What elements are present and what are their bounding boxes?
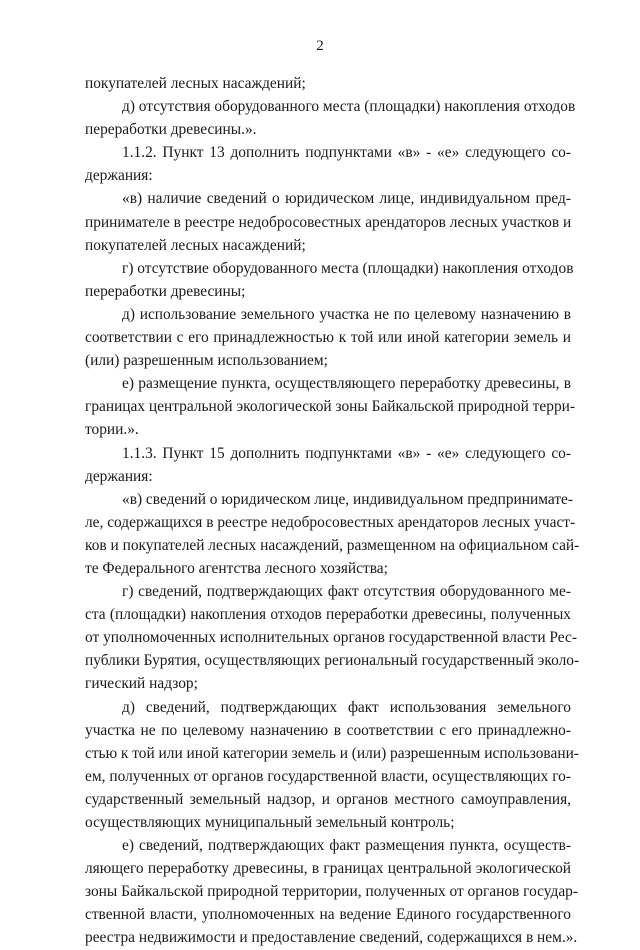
text-line: сударственный земельный надзор, и органов местного самоуправления,: [85, 790, 571, 808]
text-line: гический надзор;: [85, 675, 198, 693]
text-line: держания:: [85, 467, 153, 485]
text-line: «в) наличие сведений о юридическом лице, индивидуальном пред-: [122, 190, 571, 208]
text-line: ем, полученных от органов государственной власти, осуществляющих го-: [85, 767, 571, 785]
text-line: г) сведений, подтверждающих факт отсутствия оборудованного ме-: [122, 583, 571, 601]
text-line: тории.».: [85, 421, 139, 439]
text-line: покупателей лесных насаждений;: [85, 236, 306, 254]
text-line: (или) разрешенным использованием;: [85, 352, 328, 370]
text-line: стью к той или иной категории земель и (или) разрешенным использовани-: [85, 744, 579, 762]
text-line: участка не по целевому назначению в соответствии с его принадлежно-: [85, 721, 571, 739]
text-line: реестра недвижимости и предоставление сведений, содержащихся в нем.».: [85, 929, 578, 947]
text-line: д) использование земельного участка не по целевому назначению в: [122, 305, 571, 323]
text-line: е) размещение пункта, осуществляющего переработку древесины, в: [122, 375, 571, 393]
text-line: покупателей лесных насаждений;: [85, 75, 306, 92]
text-line: ков и покупателей лесных насаждений, размещенном на официальном сай-: [85, 536, 580, 554]
text-line: д) отсутствия оборудованного места (площадки) накопления отходов: [122, 98, 576, 116]
text-line: ляющего переработку древесины, в границах центральной экологической: [85, 860, 571, 878]
text-line: границах центральной экологической зоны Байкальской природной терри-: [85, 398, 575, 416]
text-line: держания:: [85, 167, 153, 185]
text-line: переработки древесины.».: [85, 121, 257, 139]
page-number: 2: [316, 38, 324, 54]
text-line: зоны Байкальской природной территории, полученных от органов государ-: [85, 883, 578, 901]
text-line: г) отсутствие оборудованного места (площадки) накопления отходов: [122, 259, 574, 277]
text-line: 1.1.3. Пункт 15 дополнить подпунктами «в» - «е» следующего со-: [122, 444, 571, 462]
text-line: от уполномоченных исполнительных органов государственной власти Рес-: [85, 629, 577, 647]
text-line: осуществляющих муниципальный земельный контроль;: [85, 814, 455, 831]
text-line: переработки древесины;: [85, 282, 246, 300]
text-line: те Федерального агентства лесного хозяйства;: [85, 559, 388, 577]
text-line: публики Бурятия, осуществляющих региональный государственный эколо-: [85, 652, 580, 670]
text-line: д) сведений, подтверждающих факт использования земельного: [122, 698, 571, 716]
text-line: е) сведений, подтверждающих факт размещения пункта, осуществ-: [122, 837, 571, 855]
text-line: 1.1.2. Пункт 13 дополнить подпунктами «в» - «е» следующего со-: [122, 144, 571, 162]
text-line: ста (площадки) накопления отходов переработки древесины, полученных: [85, 606, 571, 624]
text-line: соответствии с его принадлежностью к той или иной категории земель и: [85, 329, 571, 347]
document-body: [85, 72, 580, 950]
text-line: «в) сведений о юридическом лице, индивидуальном предпринимате-: [122, 490, 574, 508]
text-line: ле, содержащихся в реестре недобросовестных арендаторов лесных участ-: [85, 513, 576, 531]
text-line: принимателе в реестре недобросовестных арендаторов лесных участков и: [85, 213, 572, 231]
text-line: ственной власти, уполномоченных на ведение Единого государственного: [85, 906, 571, 924]
